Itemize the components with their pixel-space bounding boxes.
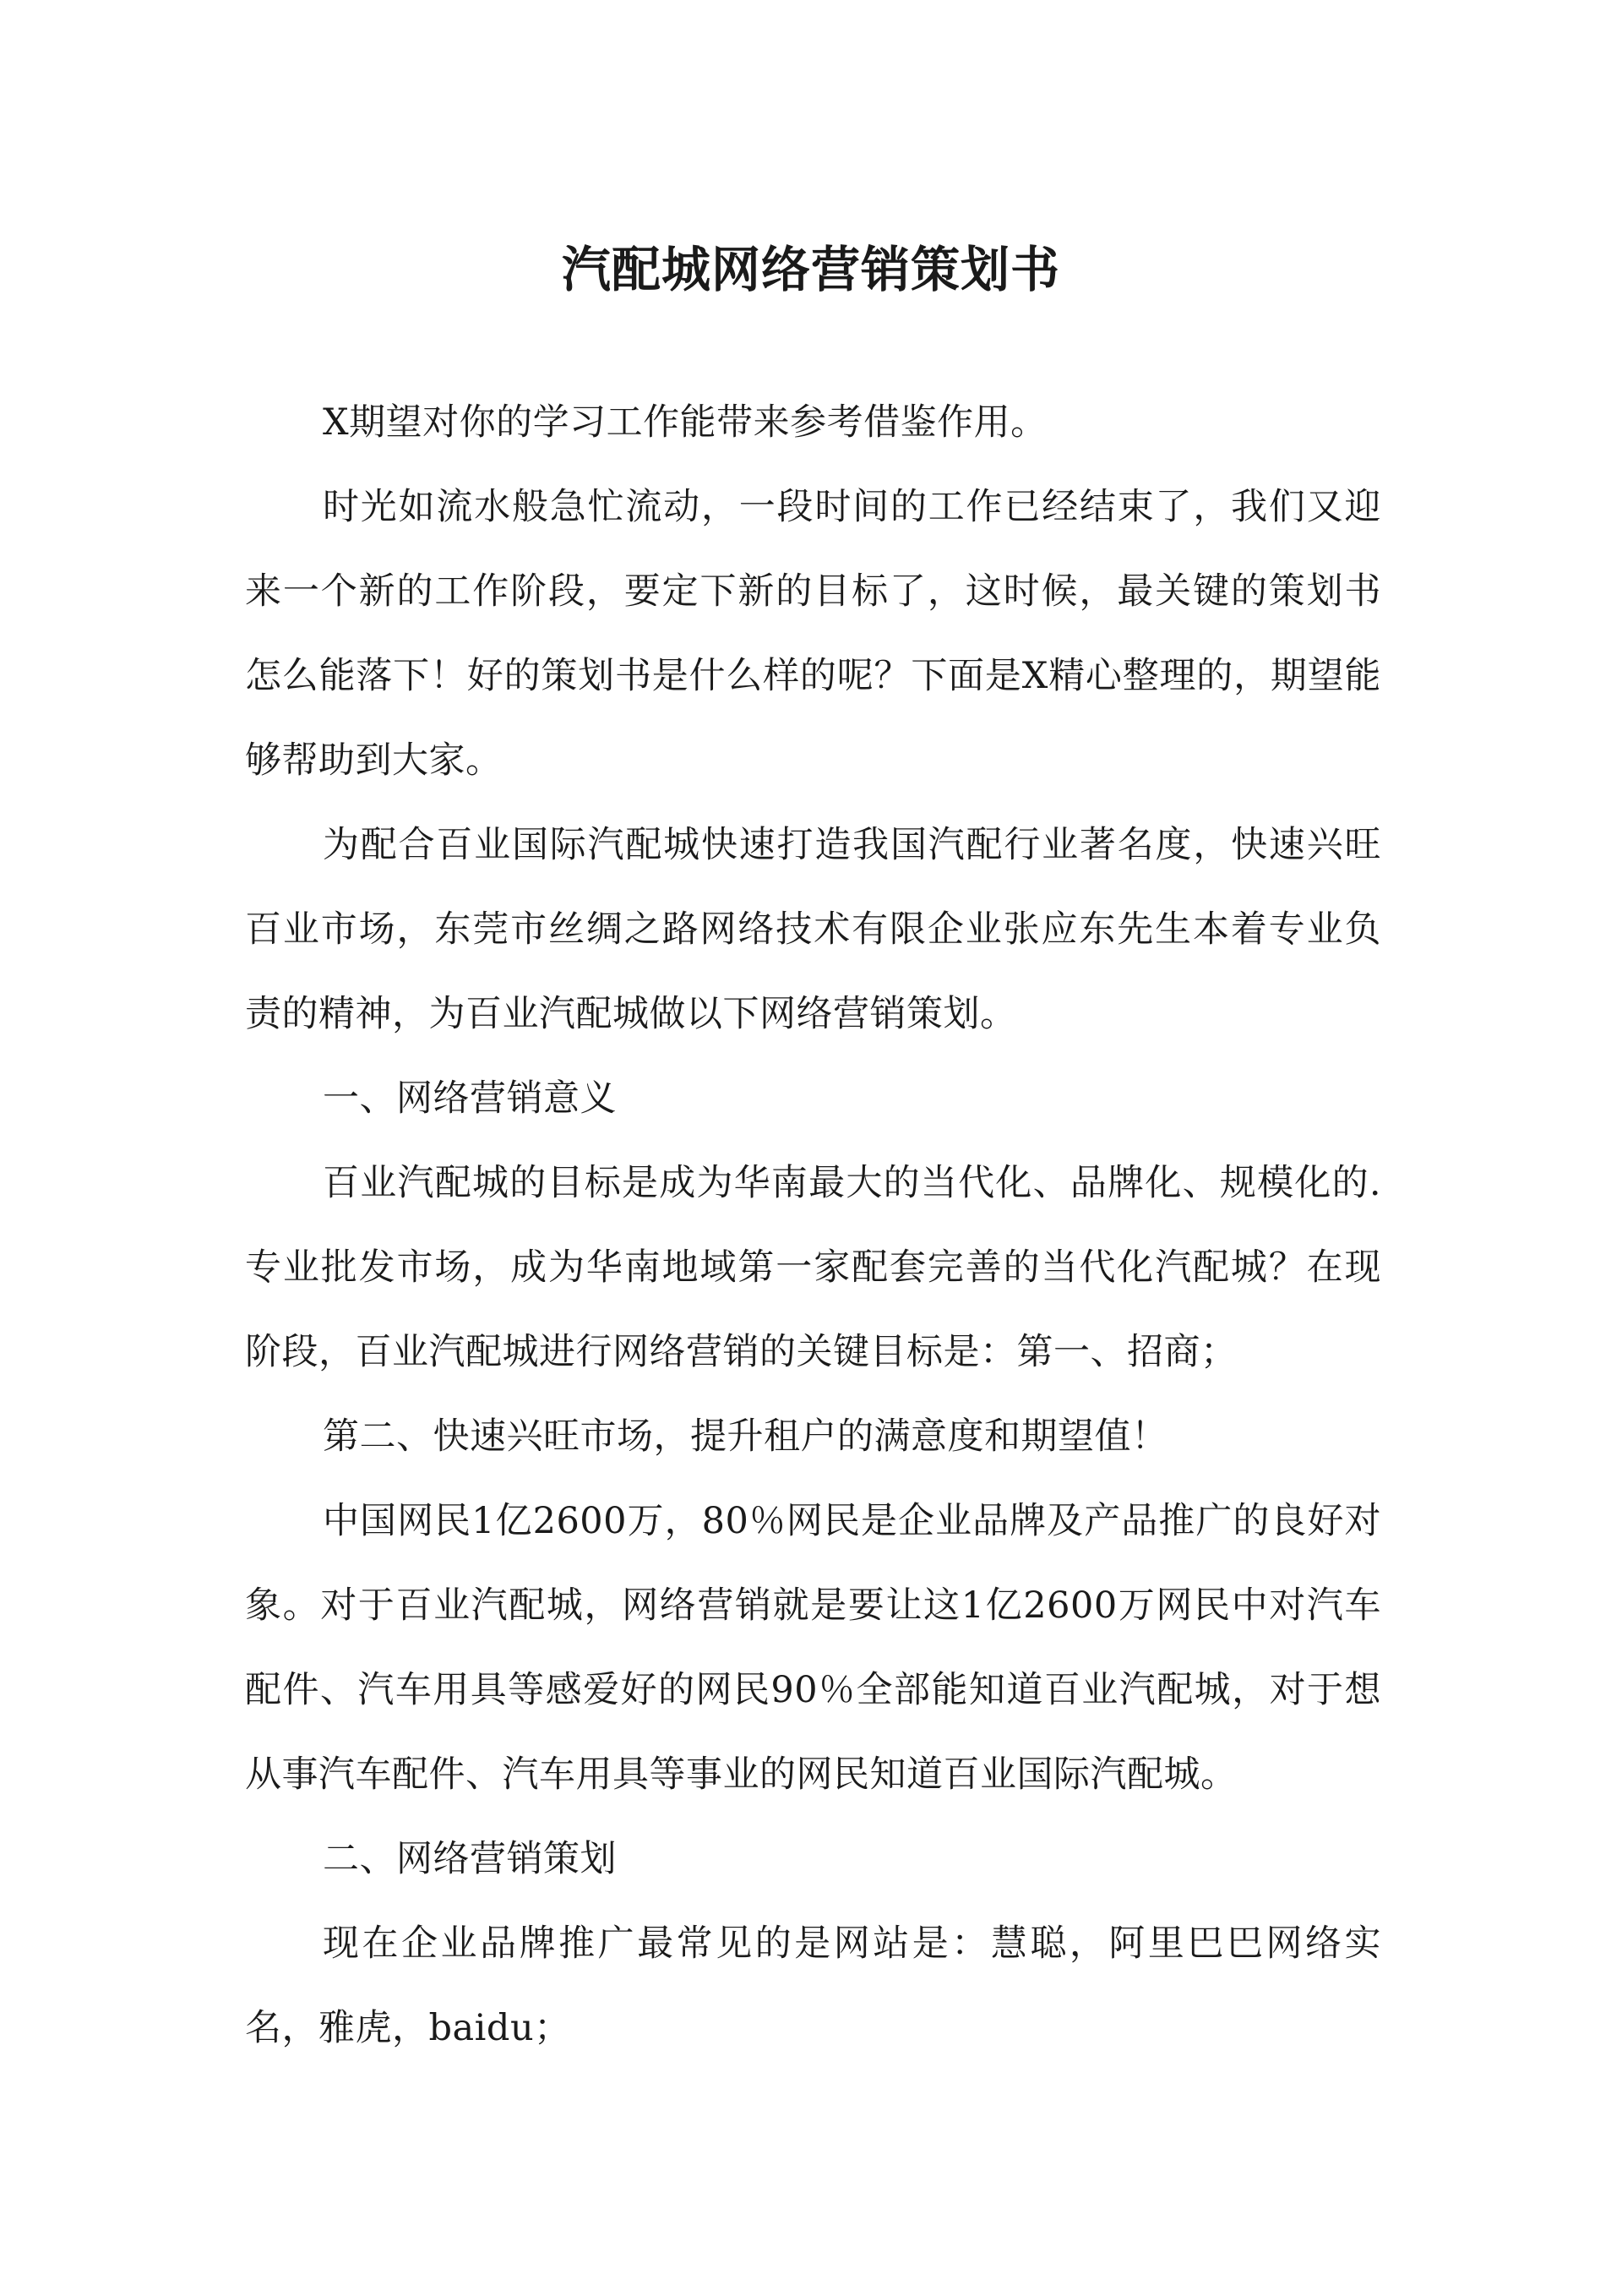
paragraph-purpose: 为配合百业国际汽配城快速打造我国汽配行业著名度，快速兴旺百业市场，东莞市丝绸之路网络技术有限企业张应东先生本着专业负责的精神，为百业汽配城做以下网络营销策划。 — [245, 824, 1381, 1035]
paragraph-websites: 现在企业品牌推广最常见的是网站是：慧聪，阿里巴巴网络实名，雅虎，baidu； — [245, 1922, 1381, 2049]
paragraph-goal-two: 第二、快速兴旺市场，提升租户的满意度和期望值！ — [323, 1415, 1168, 1458]
section-heading-significance: 一、网络营销意义 — [323, 1077, 617, 1120]
paragraph-goals: 百业汽配城的目标是成为华南最大的当代化、品牌化、规模化的.专业批发市场，成为华南地域第一家配套完善的当代化汽配城？在现阶段，百业汽配城进行网络营销的关键目标是：第一、招商； — [245, 1162, 1381, 1373]
document-body — [245, 380, 1381, 2070]
section-heading-planning: 二、网络营销策划 — [323, 1838, 617, 1880]
paragraph-netizens: 中国网民1亿2600万，80％网民是企业品牌及产品推广的良好对象。对于百业汽配城，网络营销就是要让这1亿2600万网民中对汽车配件、汽车用具等感爱好的网民90％全部能知道百业汽配城，对于想从事汽车配件、汽车用具等事业的网民知道百业国际汽配城。 — [245, 1500, 1381, 1796]
document-title: 汽配城网络营销策划书 — [561, 240, 1060, 298]
paragraph-intro: X期望对你的学习工作能带来参考借鉴作用。 — [323, 401, 1048, 444]
paragraph-preface: 时光如流水般急忙流动，一段时间的工作已经结束了，我们又迎来一个新的工作阶段，要定下新的目标了，这时候，最关键的策划书怎么能落下！好的策划书是什么样的呢？下面是X精心整理的，期望能够帮助到大家。 — [245, 486, 1381, 782]
